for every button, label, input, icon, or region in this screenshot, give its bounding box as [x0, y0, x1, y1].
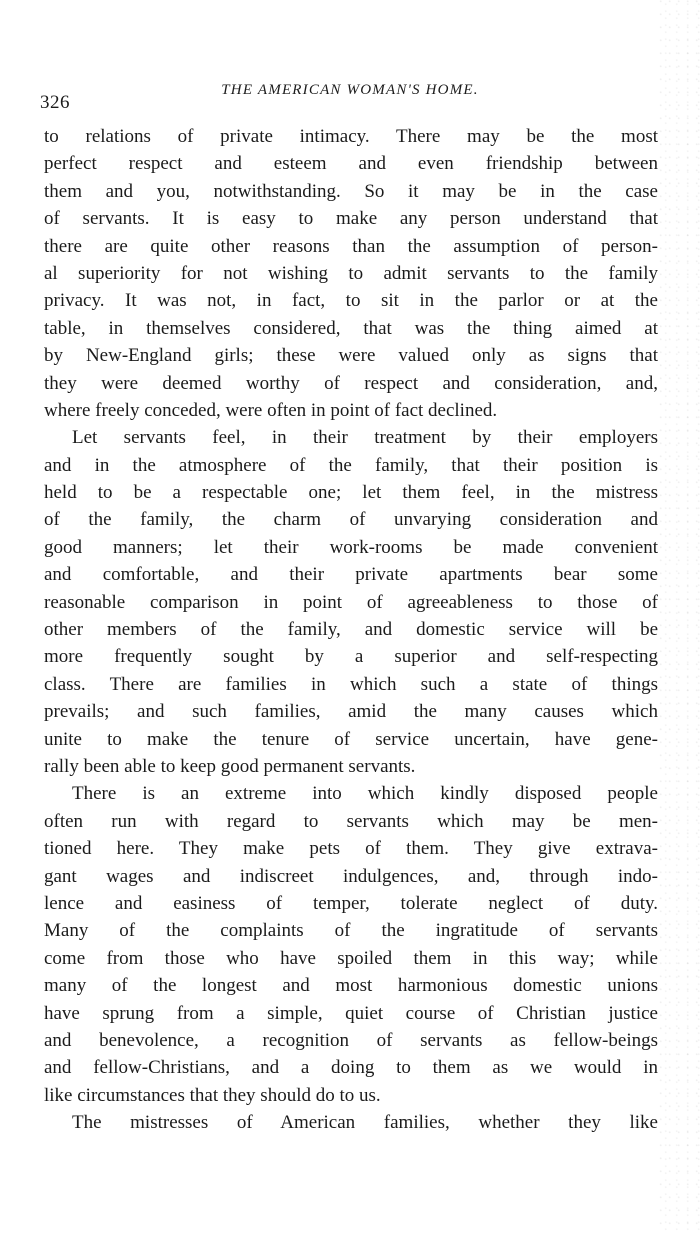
page-header: [40, 82, 660, 112]
page-edge-speckle: [658, 0, 700, 1235]
text-line: There is an extreme into which kindly disposed people: [72, 783, 658, 805]
text-line: class. There are families in which such a state of things: [44, 673, 658, 695]
text-line: reasonable comparison in point of agreeableness to those of: [44, 591, 658, 613]
paragraph: [44, 780, 658, 1109]
text-line: by New-England girls; these were valued only as signs that: [44, 345, 658, 367]
text-line: lence and easiness of temper, tolerate neglect of duty.: [44, 892, 658, 914]
paragraph: [44, 123, 658, 424]
text-line: there are quite other reasons than the assumption of person-: [44, 235, 658, 257]
text-line: and fellow-Christians, and a doing to them as we would in: [44, 1057, 658, 1079]
text-line: where freely conceded, were often in point of fact declined.: [44, 399, 498, 421]
text-line: rally been able to keep good permanent servants.: [44, 755, 416, 777]
text-line: other members of the family, and domestic service will be: [44, 619, 658, 641]
text-line: them and you, notwithstanding. So it may be in the case: [44, 180, 658, 202]
text-line: and in the atmosphere of the family, that their position is: [44, 454, 658, 476]
text-line: have sprung from a simple, quiet course of Christian justice: [44, 1002, 658, 1024]
text-line: like circumstances that they should do to us.: [44, 1084, 381, 1106]
text-line: prevails; and such families, amid the many causes which: [44, 701, 658, 723]
text-line: to relations of private intimacy. There may be the most: [44, 126, 658, 147]
text-line: and comfortable, and their private apartments bear some: [44, 564, 658, 586]
text-line: of servants. It is easy to make any person understand that: [44, 208, 658, 230]
running-head: THE AMERICAN WOMAN'S HOME.: [221, 82, 479, 98]
text-line: come from those who have spoiled them in this way; while: [44, 947, 658, 969]
text-line: Let servants feel, in their treatment by their employers: [72, 427, 658, 449]
page-number: 326: [40, 92, 70, 113]
text-line: tioned here. They make pets of them. They give extrava-: [44, 838, 658, 860]
text-line: privacy. It was not, in fact, to sit in the parlor or at the: [44, 290, 658, 312]
text-line: often run with regard to servants which may be men-: [44, 810, 658, 832]
text-line: more frequently sought by a superior and self-respecting: [44, 646, 658, 668]
text-line: al superiority for not wishing to admit servants to the family: [44, 262, 658, 284]
text-line: Many of the complaints of the ingratitude of servants: [44, 920, 658, 942]
text-line: many of the longest and most harmonious domestic unions: [44, 975, 658, 997]
text-line: perfect respect and esteem and even friendship between: [44, 153, 658, 175]
text-line: good manners; let their work-rooms be made convenient: [44, 536, 658, 558]
paragraph: [44, 1109, 658, 1136]
text-line: they were deemed worthy of respect and consideration, and,: [44, 372, 658, 394]
body-text: [44, 123, 658, 1136]
text-line: held to be a respectable one; let them feel, in the mistress: [44, 482, 658, 504]
text-line: unite to make the tenure of service uncertain, have gene-: [44, 728, 658, 750]
text-line: and benevolence, a recognition of servants as fellow-beings: [44, 1029, 658, 1051]
text-line: The mistresses of American families, whether they like: [72, 1112, 658, 1134]
text-line: table, in themselves considered, that was the thing aimed at: [44, 317, 658, 339]
text-line: of the family, the charm of unvarying consideration and: [44, 509, 658, 531]
text-line: gant wages and indiscreet indulgences, and, through indo-: [44, 865, 658, 887]
paragraph: [44, 424, 658, 780]
